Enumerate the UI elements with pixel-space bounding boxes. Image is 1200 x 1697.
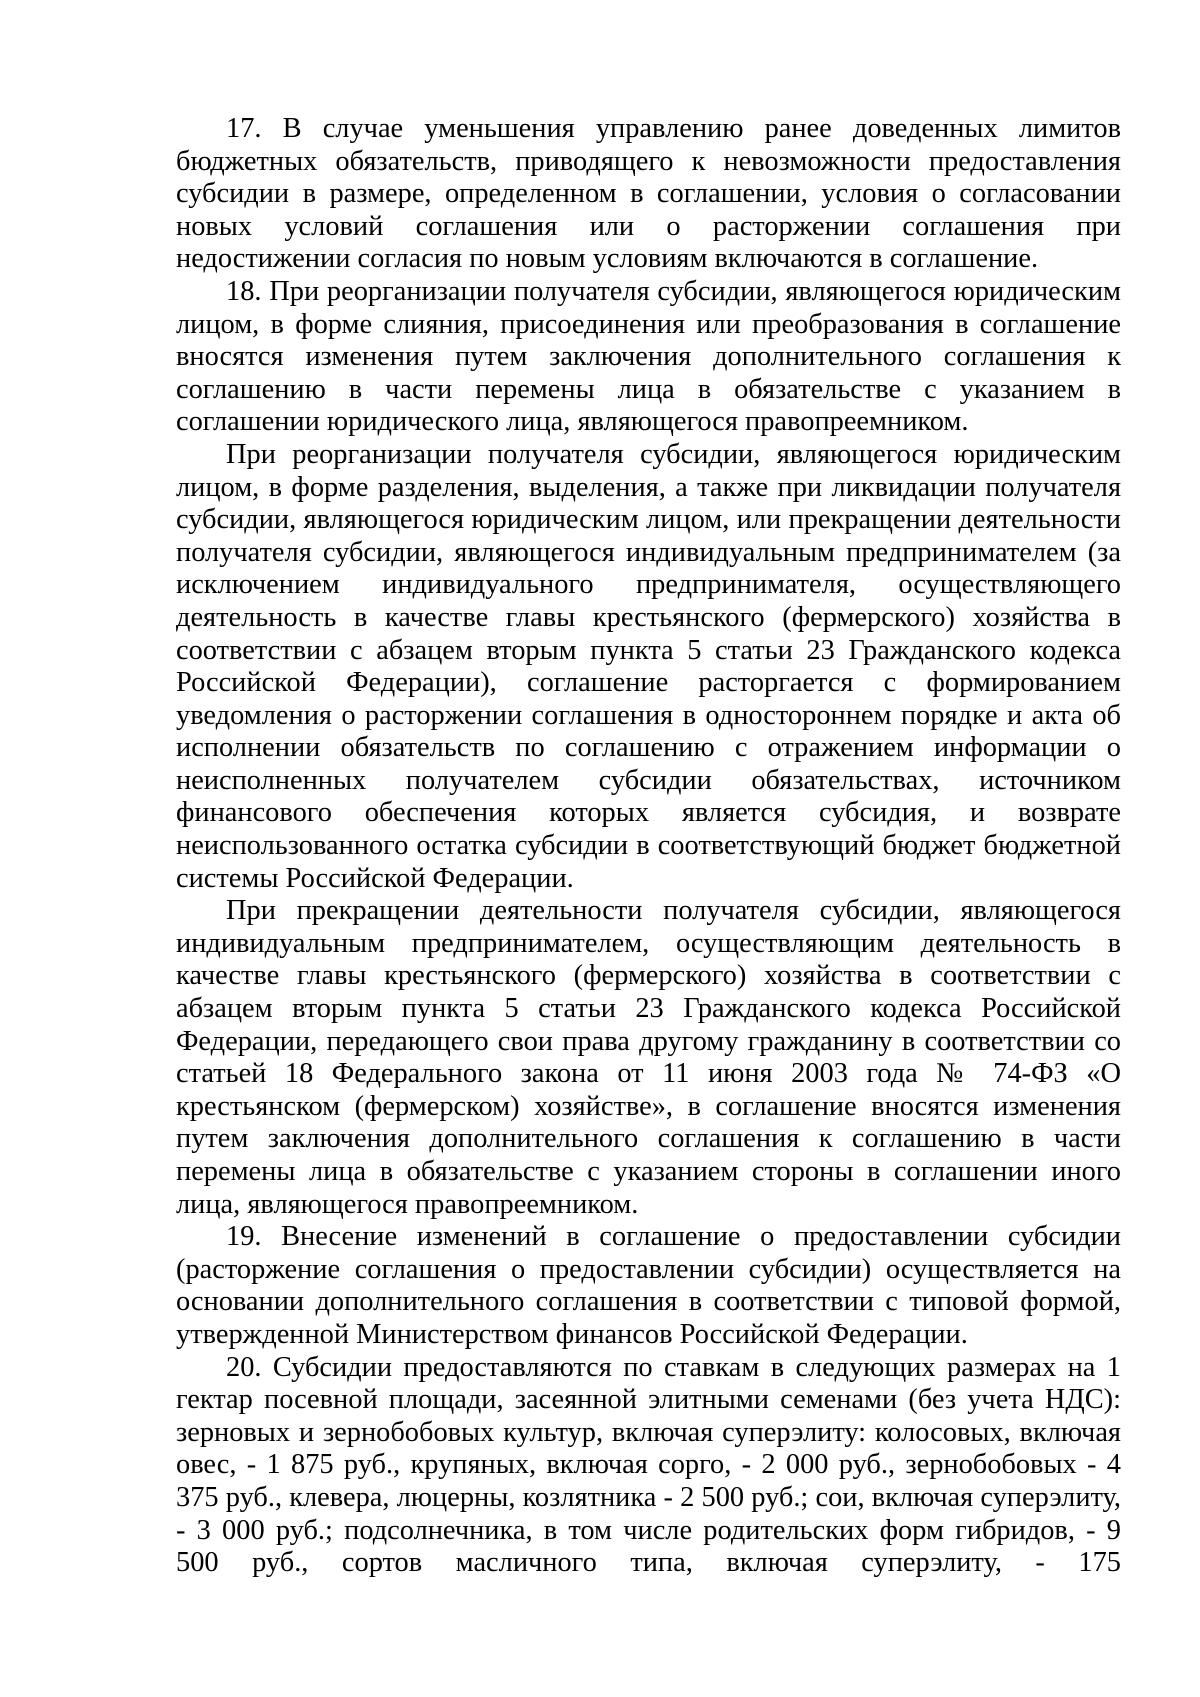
paragraph-19: 19. Внесение изменений в соглашение о предоставлении субсидии (расторжение соглашения о предоставлении субсидии) осуществляется на основании дополнительного соглашения в соответствии с типовой формой, утвержденной Министерством финансов Российской Федерации. xyxy=(176,1221,1121,1350)
paragraph-17: 17. В случае уменьшения управлению ранее доведенных лимитов бюджетных обязательств, приводящего к невозможности предоставления субсидии в размере, определенном в соглашении, условия о согласовании новых условий соглашения или о расторжении соглашения при недостижении согласия по новым условиям включаются в соглашение. xyxy=(176,113,1121,275)
paragraph-18: 18. При реорганизации получателя субсидии, являющегося юридическим лицом, в форме слияния, присоединения или преобразования в соглашение вносятся изменения путем заключения дополнительного соглашения к соглашению в части перемены лица в обязательстве с указанием в соглашении юридического лица, являющегося правопреемником. xyxy=(176,275,1121,438)
document-body xyxy=(176,113,1121,1580)
paragraph-18-reorganization-separation: При реорганизации получателя субсидии, являющегося юридическим лицом, в форме разделения, выделения, а также при ликвидации получателя субсидии, являющегося юридическим лицом, или прекращении деятельности получателя субсидии, являющегося индивидуальным предпринимателем (за исключением индивидуального предпринимателя, осуществляющего деятельность в качестве главы крестьянского (фермерского) хозяйства в соответствии с абзацем вторым пункта 5 статьи 23 Гражданского кодекса Российской Федерации), соглашение расторгается с формированием уведомления о расторжении соглашения в одностороннем порядке и акта об исполнении обязательств по соглашению с отражением информации о неисполненных получателем субсидии обязательствах, источником финансового обеспечения которых является субсидия, и возврате неиспользованного остатка субсидии в соответствующий бюджет бюджетной системы Российской Федерации. xyxy=(176,438,1121,894)
paragraph-20: 20. Субсидии предоставляются по ставкам в следующих размерах на 1 гектар посевной площади, засеянной элитными семенами (без учета НДС): зерновых и зернобобовых культур, включая суперэлиту: колосовых, включая овес, - 1 875 руб., крупяных, включая сорго, - 2 000 руб., зернобобовых - 4 375 руб., клевера, люцерны, козлятника - 2 500 руб.; сои, включая суперэлиту, - 3 000 руб.; подсолнечника, в том числе родительских форм гибридов, - 9 500 руб., сортов масличного типа, включая суперэлиту, - 175 xyxy=(176,1351,1121,1579)
paragraph-18-termination-farmer: При прекращении деятельности получателя субсидии, являющегося индивидуальным предпринимателем, осуществляющим деятельность в качестве главы крестьянского (фермерского) хозяйства в соответствии с абзацем вторым пункта 5 статьи 23 Гражданского кодекса Российской Федерации, передающего свои права другому гражданину в соответствии со статьей 18 Федерального закона от 11 июня 2003 года № 74-ФЗ «О крестьянском (фермерском) хозяйстве», в соглашение вносятся изменения путем заключения дополнительного соглашения к соглашению в части перемены лица в обязательстве с указанием стороны в соглашении иного лица, являющегося правопреемником. xyxy=(176,895,1121,1220)
